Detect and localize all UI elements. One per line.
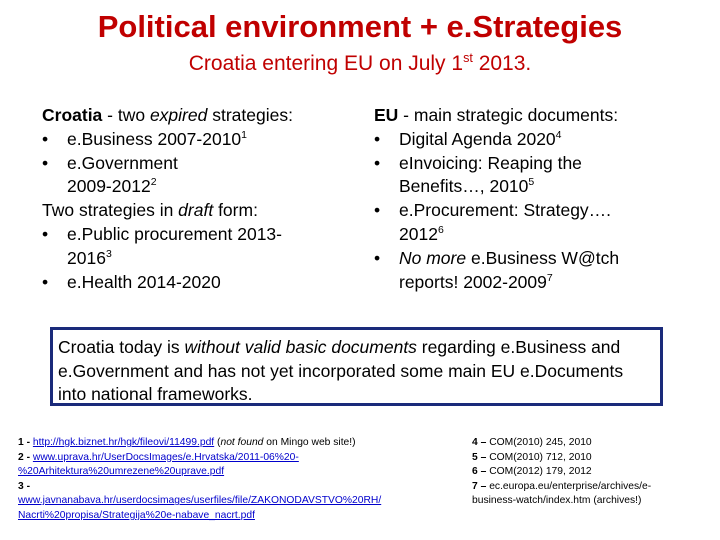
footnote-link[interactable]: www.javnanabava.hr/userdocsimages/userfiles/file/ZAKONODAVSTVO%20RH/ <box>18 495 382 507</box>
footnote-ref: 2 <box>150 176 157 189</box>
footnote-ref: 3 <box>105 247 112 260</box>
eprocurement-strategy-text: e.Public procurement 2013- <box>67 223 282 244</box>
bullet-dot: • <box>374 152 381 173</box>
eu-documents-column <box>374 104 674 294</box>
bullet-dot: • <box>42 128 49 149</box>
eprocurement-eu-year: 2012 <box>399 223 438 244</box>
draft-heading-italic: draft <box>178 200 214 221</box>
footnote-text: business-watch/index.htm (archives!) <box>472 495 642 507</box>
bullet-text <box>67 152 342 200</box>
bullet-text <box>399 199 674 247</box>
croatia-heading-italic: expired <box>149 105 208 125</box>
draft-heading <box>42 199 342 223</box>
footnote-link[interactable]: Nacrti%20propisa/Strategija%20e-nabave_nacrt.pdf <box>18 509 255 521</box>
footnote-3 <box>18 480 458 524</box>
ebusiness-watch-years: reports! 2002-2009 <box>399 271 547 292</box>
eprocurement-years: 2016 <box>67 247 106 268</box>
bullet-text <box>399 152 674 200</box>
ebusiness-strategy-text: e.Business 2007-2010 <box>67 128 242 149</box>
croatia-heading-post: strategies: <box>207 105 293 125</box>
ebusiness-watch-text: e.Business W@tch <box>466 247 620 268</box>
croatia-strategies-column <box>42 104 342 294</box>
footnote-link[interactable]: www.uprava.hr/UserDocsImages/e.Hrvatska/2011-06%20- <box>32 451 299 463</box>
digital-agenda-text: Digital Agenda 2020 <box>399 128 556 149</box>
footnote-ref: 7 <box>546 271 553 284</box>
footnote-number: 4 – <box>472 437 490 448</box>
einvoicing-year: Benefits…, 2010 <box>399 176 529 197</box>
footnote-number: 2 - <box>18 451 33 463</box>
bullet-dot: • <box>374 200 381 221</box>
footnote-number: 3 - <box>18 480 31 492</box>
list-item <box>374 247 674 295</box>
conclusion-box <box>50 327 663 406</box>
footnote-ref: 6 <box>437 224 444 237</box>
einvoicing-text: eInvoicing: Reaping the <box>399 152 582 173</box>
croatia-heading-bold: Croatia <box>42 105 103 125</box>
footnotes-right <box>472 436 712 509</box>
footnote-text: COM(2012) 179, 2012 <box>489 466 592 478</box>
bullet-text: e.Health 2014-2020 <box>67 271 221 292</box>
footnote-number: 1 - <box>18 437 33 448</box>
footnote-ref: 4 <box>555 128 562 141</box>
slide-subtitle <box>0 50 720 78</box>
footnote-ref: 1 <box>241 128 247 141</box>
eprocurement-eu-text: e.Procurement: Strategy…. <box>399 200 612 221</box>
list-item <box>374 128 674 152</box>
conclusion-italic: without valid basic documents <box>184 337 417 357</box>
list-item <box>374 199 674 247</box>
footnote-5 <box>472 451 712 466</box>
footnote-number: 6 – <box>472 466 490 478</box>
list-item <box>42 152 342 200</box>
subtitle-sup: st <box>463 51 473 65</box>
footnotes-left <box>18 436 458 524</box>
list-item <box>42 223 342 271</box>
eu-heading <box>374 104 674 128</box>
footnote-ref: 5 <box>528 176 535 189</box>
footnote-text: COM(2010) 245, 2010 <box>489 437 592 448</box>
no-more-text: No more <box>399 247 467 268</box>
footnote-link[interactable]: http://hgk.biznet.hr/hgk/fileovi/11499.pdf <box>32 437 215 448</box>
conclusion-post: regarding e.Business and e.Government and has not yet incorporated some main EU e.Documents into national frameworks. <box>58 337 624 404</box>
eu-heading-bold: EU <box>374 105 399 125</box>
footnote-number: 5 – <box>472 451 490 463</box>
list-item <box>42 128 342 152</box>
footnote-6 <box>472 465 712 480</box>
croatia-heading <box>42 104 342 128</box>
footnote-link[interactable]: %20Arhitektura%20umrezene%20uprave.pdf <box>18 466 225 478</box>
slide-title: Political environment + e.Strategies <box>97 9 623 44</box>
list-item <box>374 152 674 200</box>
draft-heading-post: form: <box>213 200 258 221</box>
egovernment-strategy-text: e.Government <box>67 152 178 173</box>
footnote-note: on Mingo web site!) <box>263 437 356 448</box>
bullet-dot: • <box>374 247 381 268</box>
footnote-number: 7 – <box>472 480 490 492</box>
footnote-paren: ( <box>214 437 221 448</box>
bullet-text <box>399 128 674 152</box>
subtitle-rest: 2013. <box>472 52 532 75</box>
bullet-dot: • <box>42 271 49 292</box>
eu-heading-post: - main strategic documents: <box>398 105 619 125</box>
footnote-2 <box>18 451 458 480</box>
footnote-text: COM(2010) 712, 2010 <box>489 451 592 463</box>
egovernment-years: 2009-2012 <box>67 176 151 197</box>
footnote-1 <box>18 436 458 451</box>
bullet-dot: • <box>374 128 381 149</box>
list-item <box>42 271 342 295</box>
bullet-dot: • <box>42 223 49 244</box>
footnote-4 <box>472 436 712 451</box>
footnote-7 <box>472 480 712 509</box>
bullet-text <box>67 223 342 271</box>
subtitle-text: Croatia entering EU on July 1 <box>188 52 464 75</box>
bullet-text <box>67 128 342 152</box>
bullet-dot: • <box>42 152 49 173</box>
footnote-text: ec.europa.eu/enterprise/archives/e- <box>489 480 652 492</box>
draft-heading-pre: Two strategies in <box>42 200 179 221</box>
footnote-italic: not found <box>220 437 264 448</box>
bullet-text <box>399 247 674 295</box>
conclusion-pre: Croatia today is <box>58 337 185 357</box>
croatia-heading-pre: - two <box>102 105 150 125</box>
